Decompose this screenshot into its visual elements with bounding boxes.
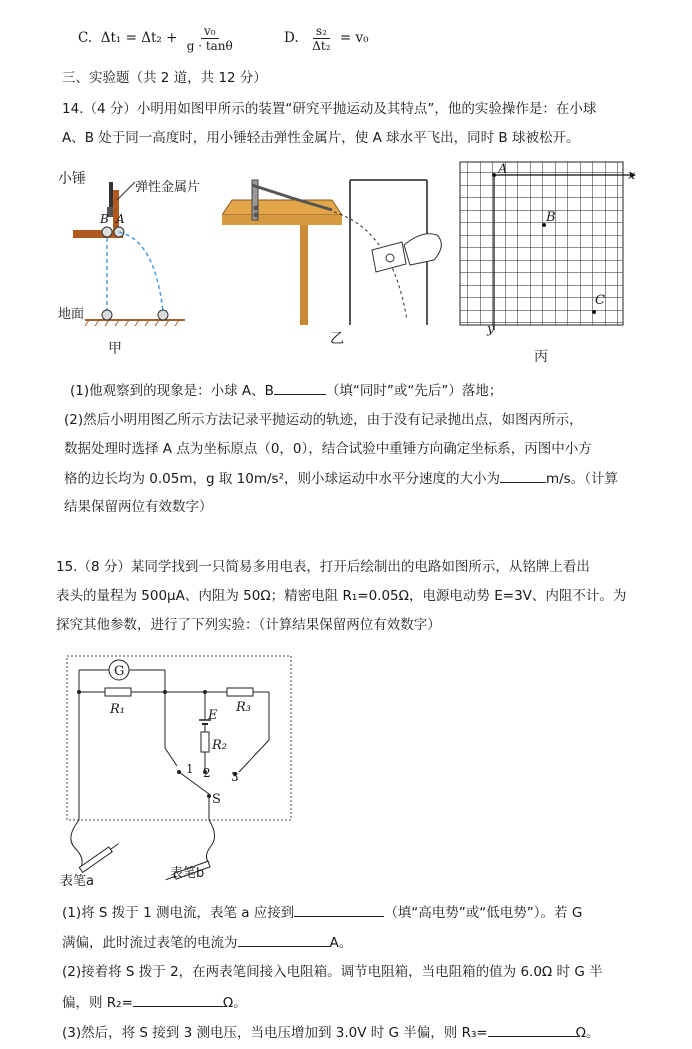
label-probe-b: 表笔b <box>170 866 205 881</box>
label-ball-a: A <box>116 212 125 226</box>
ball-b <box>102 227 112 237</box>
q15-answer-blank-4[interactable] <box>488 1022 576 1037</box>
label-ball-b: B <box>100 212 109 226</box>
label-hammer: 小锤 <box>58 171 86 187</box>
label-switch: S <box>212 792 221 807</box>
label-emf: E <box>208 708 218 723</box>
q15-line-2: 表头的量程为 500μA、内阻为 50Ω；精密电阻 R₁=0.05Ω，电源电动势 E=3V、内阻不计。为 <box>56 588 627 604</box>
option-c-numerator: v₀ <box>201 24 219 39</box>
q15-answer-blank-2[interactable] <box>238 932 330 947</box>
ball-a-landed <box>158 310 168 320</box>
label-point-b: B <box>546 210 556 225</box>
q15-answer-blank-1[interactable] <box>294 902 384 917</box>
label-ground: 地面 <box>58 307 85 322</box>
q14-sub2-prefix: 格的边长均为 0.05m，g 取 10m/s²，则小球运动中水平分速度的大小为 <box>64 471 500 487</box>
option-c-fraction <box>184 24 236 53</box>
caption-jia: 甲 <box>108 341 122 357</box>
q15-sub1-line-2 <box>62 932 352 953</box>
option-d-denominator: Δt₂ <box>312 39 331 53</box>
label-point-a: A <box>498 162 508 177</box>
label-axis-x: x <box>628 168 636 183</box>
lead-b <box>206 820 214 863</box>
label-r3: R₃ <box>236 700 251 715</box>
q15-sub1-prefix: (1)将 S 拨于 1 测电流，表笔 a 应接到 <box>62 905 295 921</box>
caption-bing: 丙 <box>534 349 548 365</box>
q14-answer-blank-1[interactable] <box>274 380 326 395</box>
hand <box>404 234 441 265</box>
q14-line-2: A、B 处于同一高度时，用小锤轻击弹性金属片，使 A 球水平飞出，同时 B 球被松开。 <box>62 130 580 146</box>
point-c-dot <box>592 310 596 314</box>
q15-sub1-line-1 <box>62 902 582 923</box>
resistor-r2 <box>201 732 209 752</box>
q15-sub1-current-prefix: 满偏，此时流过表笔的电流为 <box>62 935 238 951</box>
q14-sub1 <box>70 380 502 401</box>
q14-answer-blank-2[interactable] <box>500 468 546 483</box>
q14-sub2-line-4: 结果保留两位有效数字） <box>64 499 213 515</box>
option-d <box>284 24 369 53</box>
label-axis-y: y <box>487 322 495 337</box>
q15-sub3-prefix: (3)然后，将 S 接到 3 测电压，当电压增加到 3.0V 时 G 半偏，则 R₃= <box>62 1025 488 1041</box>
q15-answer-blank-3[interactable] <box>133 992 223 1007</box>
option-c-lhs: Δt₁ = Δt₂ + <box>100 30 178 46</box>
q15-line-3: 探究其他参数，进行了下列实验：（计算结果保留两位有效数字） <box>56 617 441 633</box>
point-a-dot <box>492 173 496 177</box>
ball-b-landed <box>102 310 112 320</box>
label-pos-1: 1 <box>186 762 194 776</box>
q14-line-1: 14.（4 分）小明用如图甲所示的装置“研究平抛运动及其特点”，他的实验操作是：在小球 <box>62 101 597 117</box>
label-pos-2: 2 <box>203 766 211 780</box>
option-c <box>78 24 238 53</box>
option-d-numerator: s₂ <box>313 24 330 39</box>
resistor-r1 <box>105 688 131 696</box>
q15-sub2-line-2 <box>62 992 247 1013</box>
option-c-label: C. <box>78 30 93 46</box>
label-probe-a: 表笔a <box>60 874 94 889</box>
record-card <box>372 242 406 272</box>
label-pos-3: 3 <box>231 770 239 784</box>
trajectory-a <box>119 232 163 312</box>
label-metal-plate: 弹性金属片 <box>135 180 201 195</box>
table-edge <box>222 215 342 225</box>
lead-a <box>71 820 82 868</box>
plate-leader <box>117 182 135 200</box>
q15-sub2-prefix: 偏，则 R₂= <box>62 995 133 1011</box>
q15-sub3 <box>62 1022 600 1043</box>
caption-yi: 乙 <box>330 331 344 347</box>
probe-a <box>79 841 120 872</box>
figure-yi <box>222 170 452 330</box>
q14-sub2-line-1: (2)然后小明用图乙所示方法记录平抛运动的轨迹，由于没有记录抛出点，如图丙所示， <box>64 412 583 428</box>
circuit-diagram <box>55 648 300 893</box>
label-r1: R₁ <box>110 702 125 717</box>
option-d-rhs: = v₀ <box>339 30 369 46</box>
table-leg <box>300 215 308 325</box>
q15-sub1-suffix: （填“高电势”或“低电势”）。若 G <box>384 905 583 921</box>
q14-sub2-suffix: m/s。（计算 <box>545 471 618 487</box>
label-point-c: C <box>595 293 605 308</box>
label-r2: R₂ <box>212 738 227 753</box>
q15-sub2-unit: Ω。 <box>222 995 247 1011</box>
resistor-r3 <box>227 688 253 696</box>
meter-enclosure <box>67 656 291 820</box>
label-galvanometer: G <box>114 664 125 679</box>
figure-bing <box>455 160 640 335</box>
option-d-fraction <box>309 24 333 53</box>
q14-sub2-line-2: 数据处理时选择 A 点为坐标原点（0，0），结合试验中重锤方向确定坐标系，丙图中小方 <box>64 441 592 457</box>
q15-sub1-unit: A。 <box>329 935 353 951</box>
q14-sub1-suffix: （填“同时”或“先后”）落地； <box>325 383 503 399</box>
q14-sub2-line-3 <box>64 468 618 489</box>
q15-line-1: 15.（8 分）某同学找到一只简易多用电表，打开后绘制出的电路如图所示，从铭牌上看出 <box>56 559 590 575</box>
section-title: 三、实验题（共 2 道，共 12 分） <box>62 70 267 86</box>
q15-sub3-unit: Ω。 <box>575 1025 600 1041</box>
q15-sub2-line-1: (2)接着将 S 拨于 2，在两表笔间接入电阻箱。调节电阻箱，当电阻箱的值为 6.0Ω 时 G 半 <box>62 964 603 980</box>
q14-sub1-prefix: (1)他观察到的现象是：小球 A、B <box>70 383 274 399</box>
option-d-label: D. <box>284 30 299 46</box>
option-c-denominator: g · tanθ <box>186 39 233 53</box>
